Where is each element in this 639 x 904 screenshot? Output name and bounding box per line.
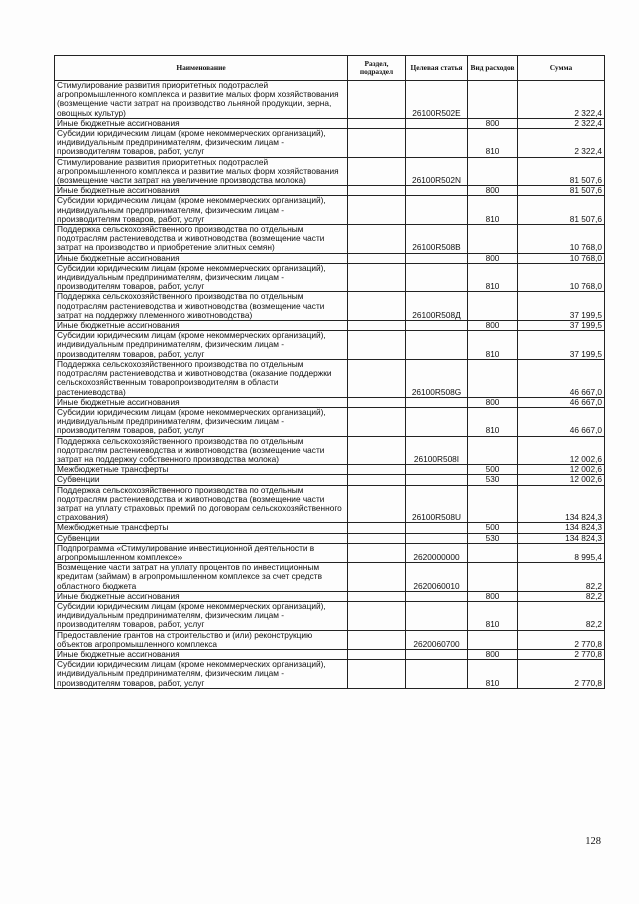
cell-expense-type: 810 — [468, 263, 518, 292]
cell-name: Возмещение части затрат на уплату процентов по инвестиционным кредитам (займам) в агропромышленном комплексе за счет средств областного бюджета — [55, 563, 348, 592]
header-amount: Сумма — [518, 56, 605, 81]
table-row — [55, 407, 605, 436]
table-row — [55, 660, 605, 689]
cell-target: 26100R508G — [406, 359, 468, 397]
cell-amount: 2 770,8 — [518, 630, 605, 649]
table-row — [55, 475, 605, 485]
table-row — [55, 81, 605, 119]
cell-section — [348, 196, 406, 225]
cell-target: 26100R508Д — [406, 292, 468, 321]
cell-section — [348, 321, 406, 331]
cell-target: 26100R502N — [406, 157, 468, 186]
cell-name: Иные бюджетные ассигнования — [55, 253, 348, 263]
table-row — [55, 225, 605, 254]
cell-target — [406, 649, 468, 659]
cell-expense-type: 810 — [468, 331, 518, 360]
table-row — [55, 292, 605, 321]
cell-target — [406, 263, 468, 292]
cell-name: Поддержка сельскохозяйственного производства по отдельным подотраслям растениеводства и животноводства (возмещение части затрат на поддержку племенного животноводства) — [55, 292, 348, 321]
table-row — [55, 563, 605, 592]
cell-name: Субсидии юридическим лицам (кроме некоммерческих организаций), индивидуальным предпринимателям, физическим лицам - производителям товаров, работ, услуг — [55, 129, 348, 158]
table-row — [55, 186, 605, 196]
cell-expense-type: 800 — [468, 321, 518, 331]
cell-name: Субвенции — [55, 533, 348, 543]
header-expense-type: Вид расходов — [468, 56, 518, 81]
cell-target: 2620060010 — [406, 563, 468, 592]
cell-amount: 2 770,8 — [518, 649, 605, 659]
cell-expense-type: 530 — [468, 475, 518, 485]
cell-amount: 82,2 — [518, 591, 605, 601]
cell-section — [348, 601, 406, 630]
cell-amount: 10 768,0 — [518, 225, 605, 254]
cell-name: Межбюджетные трансферты — [55, 523, 348, 533]
table-row — [55, 196, 605, 225]
cell-name: Субсидии юридическим лицам (кроме некоммерческих организаций), индивидуальным предпринимателям, физическим лицам - производителям товаров, работ, услуг — [55, 601, 348, 630]
cell-target: 26100R508I — [406, 436, 468, 465]
cell-name: Поддержка сельскохозяйственного производства по отдельным подотраслям растениеводства и животноводства (возмещение части затрат на уплату страховых премий по договорам сельскохозяйственного страхования) — [55, 485, 348, 523]
table-row — [55, 601, 605, 630]
cell-expense-type: 500 — [468, 523, 518, 533]
cell-expense-type: 800 — [468, 186, 518, 196]
table-row — [55, 533, 605, 543]
cell-target: 26100R502E — [406, 81, 468, 119]
header-name: Наименование — [55, 56, 348, 81]
cell-expense-type — [468, 563, 518, 592]
cell-amount: 37 199,5 — [518, 331, 605, 360]
cell-target: 2620000000 — [406, 543, 468, 562]
cell-name: Субсидии юридическим лицам (кроме некоммерческих организаций), индивидуальным предпринимателям, физическим лицам - производителям товаров, работ, услуг — [55, 660, 348, 689]
cell-expense-type — [468, 225, 518, 254]
cell-amount: 134 824,3 — [518, 523, 605, 533]
cell-expense-type: 800 — [468, 118, 518, 128]
cell-expense-type: 800 — [468, 397, 518, 407]
cell-target — [406, 331, 468, 360]
cell-name: Поддержка сельскохозяйственного производства по отдельным подотраслям растениеводства и животноводства (оказание поддержки сельскохозяйственным товаропроизводителям в области растениеводства) — [55, 359, 348, 397]
cell-amount: 10 768,0 — [518, 263, 605, 292]
table-row — [55, 630, 605, 649]
cell-expense-type: 810 — [468, 196, 518, 225]
cell-target — [406, 523, 468, 533]
cell-expense-type: 800 — [468, 253, 518, 263]
cell-name: Субвенции — [55, 475, 348, 485]
table-row — [55, 253, 605, 263]
cell-target — [406, 407, 468, 436]
table-row — [55, 649, 605, 659]
cell-amount: 2 322,4 — [518, 129, 605, 158]
cell-target: 2620060700 — [406, 630, 468, 649]
cell-section — [348, 475, 406, 485]
cell-target: 26100R508B — [406, 225, 468, 254]
table-row — [55, 157, 605, 186]
header-section: Раздел, подраздел — [348, 56, 406, 81]
cell-section — [348, 523, 406, 533]
cell-name: Стимулирование развития приоритетных подотраслей агропромышленного комплекса и развитие малых форм хозяйствования (возмещение части затрат на производство льняной продукции, зерна, овощных культур) — [55, 81, 348, 119]
table-row — [55, 359, 605, 397]
cell-expense-type: 500 — [468, 465, 518, 475]
cell-name: Иные бюджетные ассигнования — [55, 186, 348, 196]
cell-section — [348, 465, 406, 475]
cell-name: Подпрограмма «Стимулирование инвестиционной деятельности в агропромышленном комплексе» — [55, 543, 348, 562]
cell-expense-type — [468, 292, 518, 321]
cell-section — [348, 118, 406, 128]
cell-amount: 10 768,0 — [518, 253, 605, 263]
cell-name: Стимулирование развития приоритетных подотраслей агропромышленного комплекса и развитие малых форм хозяйствования (возмещение части затрат на увеличение производства молока) — [55, 157, 348, 186]
cell-target — [406, 118, 468, 128]
cell-name: Предоставление грантов на строительство и (или) реконструкцию объектов агропромышленного комплекса — [55, 630, 348, 649]
cell-expense-type: 800 — [468, 649, 518, 659]
table-body — [55, 81, 605, 689]
cell-name: Межбюджетные трансферты — [55, 465, 348, 475]
cell-expense-type: 810 — [468, 601, 518, 630]
cell-target — [406, 186, 468, 196]
cell-amount: 8 995,4 — [518, 543, 605, 562]
cell-section — [348, 129, 406, 158]
table-row — [55, 263, 605, 292]
cell-name: Субсидии юридическим лицам (кроме некоммерческих организаций), индивидуальным предпринимателям, физическим лицам - производителям товаров, работ, услуг — [55, 263, 348, 292]
cell-amount: 2 322,4 — [518, 81, 605, 119]
cell-section — [348, 630, 406, 649]
table-row — [55, 331, 605, 360]
cell-section — [348, 157, 406, 186]
cell-expense-type — [468, 436, 518, 465]
cell-amount: 46 667,0 — [518, 359, 605, 397]
cell-name: Иные бюджетные ассигнования — [55, 321, 348, 331]
table-row — [55, 591, 605, 601]
cell-target: 26100R508U — [406, 485, 468, 523]
cell-amount: 134 824,3 — [518, 485, 605, 523]
cell-expense-type — [468, 543, 518, 562]
cell-amount: 82,2 — [518, 601, 605, 630]
cell-section — [348, 649, 406, 659]
cell-expense-type — [468, 359, 518, 397]
cell-section — [348, 186, 406, 196]
cell-target — [406, 465, 468, 475]
cell-target — [406, 475, 468, 485]
cell-section — [348, 533, 406, 543]
cell-amount: 81 507,6 — [518, 157, 605, 186]
cell-target — [406, 533, 468, 543]
cell-amount: 82,2 — [518, 563, 605, 592]
cell-target — [406, 660, 468, 689]
cell-section — [348, 292, 406, 321]
table-row — [55, 543, 605, 562]
header-target: Целевая статья — [406, 56, 468, 81]
cell-amount: 2 322,4 — [518, 118, 605, 128]
cell-target — [406, 321, 468, 331]
table-row — [55, 397, 605, 407]
cell-name: Поддержка сельскохозяйственного производства по отдельным подотраслям растениеводства и животноводства (возмещение части затрат на производство и приобретение элитных семян) — [55, 225, 348, 254]
cell-target — [406, 196, 468, 225]
cell-name: Иные бюджетные ассигнования — [55, 397, 348, 407]
cell-section — [348, 591, 406, 601]
cell-section — [348, 407, 406, 436]
cell-section — [348, 485, 406, 523]
cell-section — [348, 359, 406, 397]
cell-amount: 46 667,0 — [518, 407, 605, 436]
cell-section — [348, 263, 406, 292]
cell-amount: 12 002,6 — [518, 465, 605, 475]
cell-amount: 46 667,0 — [518, 397, 605, 407]
cell-amount: 12 002,6 — [518, 436, 605, 465]
cell-amount: 81 507,6 — [518, 186, 605, 196]
cell-expense-type — [468, 157, 518, 186]
cell-expense-type: 530 — [468, 533, 518, 543]
cell-target — [406, 129, 468, 158]
table-row — [55, 436, 605, 465]
cell-target — [406, 397, 468, 407]
table-row — [55, 118, 605, 128]
cell-amount: 81 507,6 — [518, 196, 605, 225]
cell-name: Иные бюджетные ассигнования — [55, 591, 348, 601]
table-row — [55, 485, 605, 523]
cell-name: Поддержка сельскохозяйственного производства по отдельным подотраслям растениеводства и животноводства (возмещение части затрат на поддержку собственного производства молока) — [55, 436, 348, 465]
table-row — [55, 321, 605, 331]
cell-section — [348, 436, 406, 465]
cell-section — [348, 563, 406, 592]
cell-expense-type: 810 — [468, 129, 518, 158]
cell-section — [348, 331, 406, 360]
cell-section — [348, 543, 406, 562]
cell-section — [348, 225, 406, 254]
cell-target — [406, 253, 468, 263]
cell-section — [348, 253, 406, 263]
cell-expense-type: 800 — [468, 591, 518, 601]
cell-amount: 12 002,6 — [518, 475, 605, 485]
cell-section — [348, 660, 406, 689]
cell-section — [348, 81, 406, 119]
cell-target — [406, 591, 468, 601]
cell-amount: 134 824,3 — [518, 533, 605, 543]
table-row — [55, 465, 605, 475]
cell-expense-type: 810 — [468, 407, 518, 436]
budget-table — [54, 55, 605, 689]
page-number: 128 — [585, 836, 601, 847]
cell-name: Иные бюджетные ассигнования — [55, 649, 348, 659]
cell-amount: 37 199,5 — [518, 292, 605, 321]
cell-section — [348, 397, 406, 407]
cell-expense-type — [468, 81, 518, 119]
cell-expense-type — [468, 630, 518, 649]
cell-amount: 2 770,8 — [518, 660, 605, 689]
cell-name: Иные бюджетные ассигнования — [55, 118, 348, 128]
cell-name: Субсидии юридическим лицам (кроме некоммерческих организаций), индивидуальным предпринимателям, физическим лицам - производителям товаров, работ, услуг — [55, 407, 348, 436]
table-row — [55, 129, 605, 158]
cell-amount: 37 199,5 — [518, 321, 605, 331]
table-row — [55, 523, 605, 533]
cell-expense-type — [468, 485, 518, 523]
cell-name: Субсидии юридическим лицам (кроме некоммерческих организаций), индивидуальным предпринимателям, физическим лицам - производителям товаров, работ, услуг — [55, 196, 348, 225]
cell-name: Субсидии юридическим лицам (кроме некоммерческих организаций), индивидуальным предпринимателям, физическим лицам - производителям товаров, работ, услуг — [55, 331, 348, 360]
table-header — [55, 56, 605, 81]
cell-expense-type: 810 — [468, 660, 518, 689]
cell-target — [406, 601, 468, 630]
